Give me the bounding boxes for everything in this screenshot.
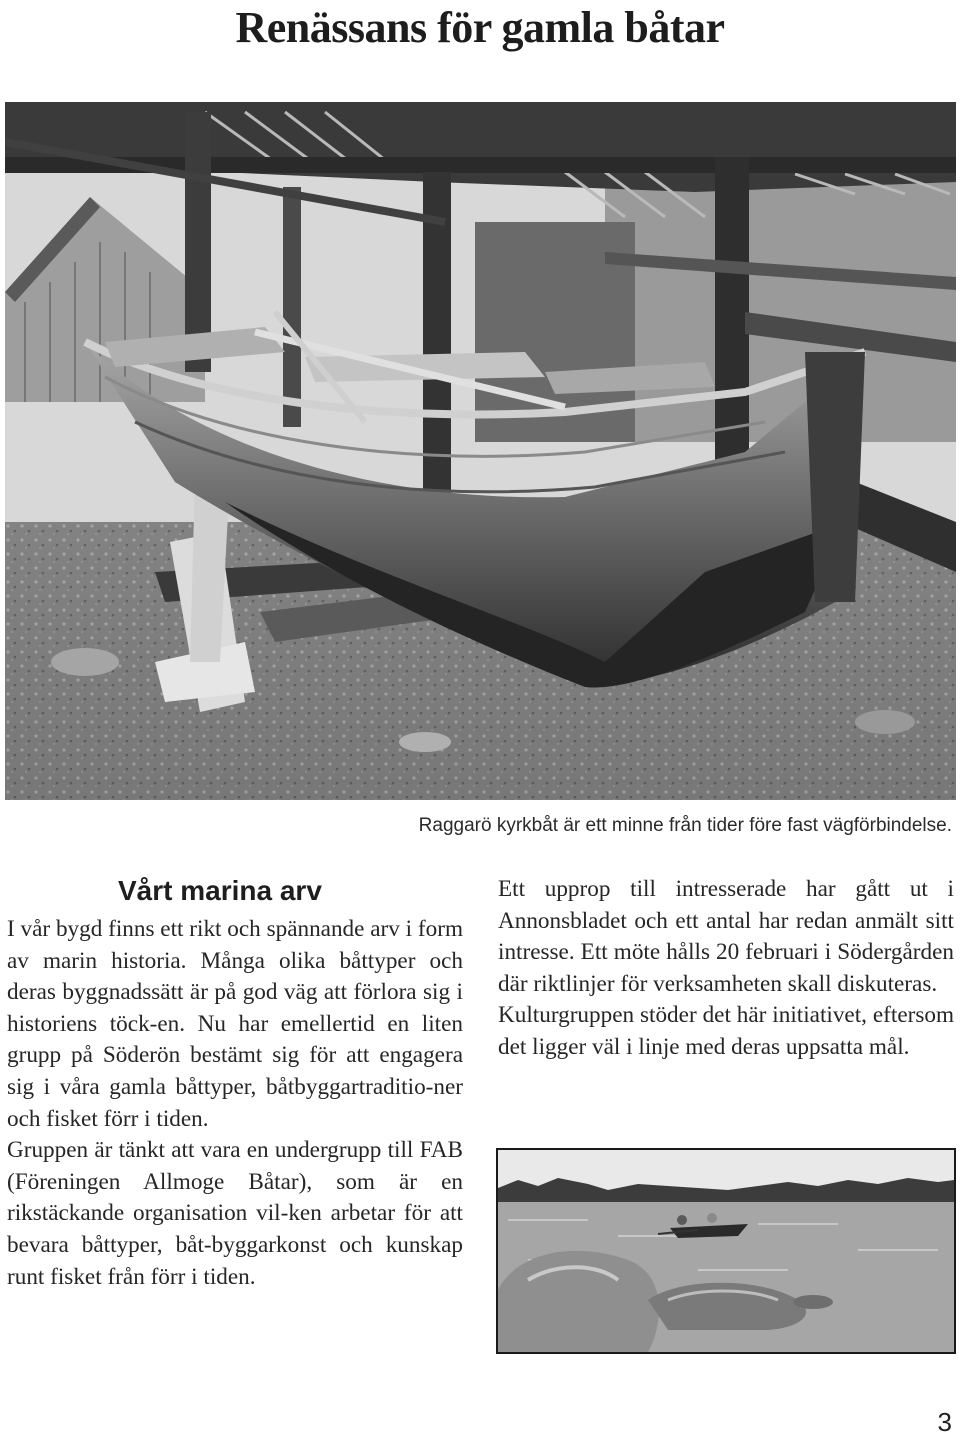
section-title: Vårt marina arv xyxy=(118,875,322,906)
left-column xyxy=(7,914,463,1293)
boat-shed-photo xyxy=(5,102,956,800)
left-paragraph-1: I vår bygd finns ett rikt och spännande arv i form av marin historia. Många olika båttyper och deras byggnadssätt är på god väg att förlora sig i historiens töck-en. Nu har emellertid en liten grupp på Söderön bestämt sig för att engagera sig i våra gamla båttyper, båtbyggartraditio-ner och fisket förr i tiden. xyxy=(7,916,463,1132)
page-headline: Renässans för gamla båtar xyxy=(235,3,725,52)
right-column xyxy=(498,874,954,1064)
left-paragraph-2: Gruppen är tänkt att vara en undergrupp till FAB (Föreningen Allmoge Båtar), som är en rikstäckande organisation vil-ken arbetar för att bevara båttyper, båt-byggarkonst och kunskap runt fisket från förr i tiden. xyxy=(7,1137,463,1290)
right-paragraph-2: Kulturgruppen stöder det här initiativet, eftersom det ligger väl i linje med deras uppsatta mål. xyxy=(498,1002,954,1060)
right-paragraph-1: Ett upprop till intresserade har gått ut i Annonsbladet och ett antal har redan anmält sitt intresse. Ett möte hålls 20 februari i Södergården där riktlinjer för verksamheten skall diskuteras. xyxy=(498,876,954,997)
rowboat-lake-photo xyxy=(496,1148,956,1354)
page-number: 3 xyxy=(937,1407,952,1437)
photo-caption: Raggarö kyrkbåt är ett minne från tider före fast vägförbindelse. xyxy=(418,815,952,836)
